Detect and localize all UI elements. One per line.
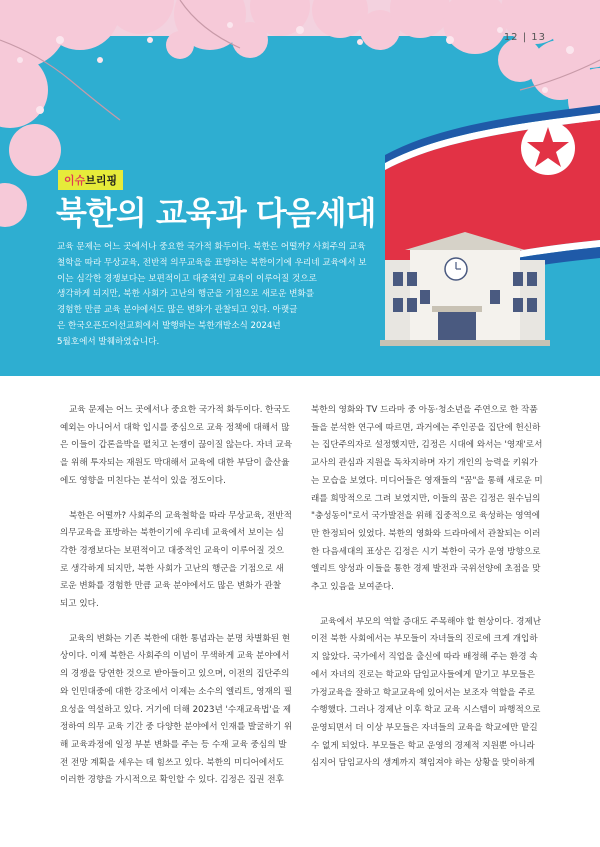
intro-line: 은 한국오픈도어선교회에서 발행하는 북한개발소식 2024년 bbox=[57, 320, 281, 331]
body-line: 교육의 변화는 기존 북한에 대한 통념과는 분명 차별화된 현 bbox=[69, 633, 291, 644]
body-line: 요성을 역설하고 있다. 거기에 더해 2023년 '수재교육법'을 제 bbox=[60, 704, 292, 715]
body-paragraph bbox=[311, 614, 541, 773]
intro-paragraph bbox=[57, 240, 395, 351]
body-line: 래를 희망적으로 그려 보였지만, 이들의 꿈은 김정은 원수님의 bbox=[311, 493, 541, 504]
body-line: 엘리트 양성과 이들을 통한 경제 발전과 국위선양에 초점을 맞 bbox=[311, 564, 541, 575]
body-line: 이전 북한 사회에서는 부모들이 자녀들의 진로에 크게 개입하 bbox=[311, 634, 538, 645]
body-line: 교사의 관심과 지원을 독차지하며 자기 개인의 능력을 키워가 bbox=[311, 458, 538, 469]
body-line: 을 위해 투자되는 재원도 막대해서 교육에 대한 부담이 출산율 bbox=[60, 458, 290, 469]
body-line: 북한은 어떨까? 사회주의 교육철학을 따라 무상교육, 전반적 bbox=[69, 510, 292, 521]
body-line: 의무교육을 표방하는 북한이기에 우리네 교육에서 보이는 심 bbox=[60, 528, 284, 539]
intro-line: 5월호에서 발췌하였습니다. bbox=[57, 336, 160, 347]
body-column-right bbox=[311, 402, 541, 790]
body-line: 에서 자녀의 진로는 학교와 담임교사들에게 맡기고 부모들은 bbox=[311, 669, 535, 680]
body-paragraph bbox=[311, 402, 541, 597]
body-line: 한 다음세대의 표상은 김정은 시기 북한이 국가 운영 방향으로 bbox=[311, 546, 541, 557]
body-line: 심지어 담임교사의 생계까지 책임져야 하는 상황을 맞이하게 bbox=[311, 758, 535, 769]
body-line: 정하여 의무 교육 기간 중 다양한 분야에서 인재를 발굴하기 위 bbox=[60, 722, 293, 733]
intro-line: 교육 문제는 어느 곳에서나 중요한 국가적 화두이다. 북한은 어떨까? 사회주의 교육 bbox=[57, 242, 366, 252]
body-line: 전 전망 계획을 세우는 데 힘쓰고 있다. 북한의 미디어에서도 bbox=[60, 757, 284, 768]
page-numbers: 12 | 13 bbox=[503, 32, 546, 43]
body-line: 해 교육과정에 일정 부분 변화를 주는 등 수재 교육 중심의 발 bbox=[60, 739, 287, 750]
intro-line: 철학을 따라 무상교육, 전반적 의무교육을 표방하는 북한이기에 우리네 교육에서 보 bbox=[57, 257, 367, 268]
body-line: 수 없게 되었다. 부모들은 학교 운영의 경제적 지원뿐 아니라 bbox=[311, 740, 535, 751]
body-line: 로 생각하게 되지만, 북한 사회가 고난의 행군을 기점으로 새 bbox=[60, 563, 284, 574]
body-paragraph bbox=[60, 402, 293, 491]
body-line: 되고 있다. bbox=[60, 599, 99, 610]
body-line: 에도 영향을 미친다는 분석이 있을 정도이다. bbox=[60, 475, 226, 486]
body-line: 와 인민대중에 대한 강조에서 이제는 소수의 엘리트, 영재의 필 bbox=[60, 686, 293, 697]
body-line: 교육에서 부모의 역할 증대도 주목해야 할 현상이다. 경제난 bbox=[320, 616, 542, 627]
intro-line: 생각하게 되지만, 북한 사회가 고난의 행군을 기점으로 새로운 변화를 bbox=[57, 289, 315, 300]
body-line: 추고 있음을 보여준다. bbox=[311, 582, 394, 593]
section-tag bbox=[58, 170, 123, 190]
body-paragraph bbox=[60, 631, 293, 790]
body-line: 수행했다. 그러나 경제난 이후 학교 교육 시스템이 파행적으로 bbox=[311, 705, 541, 716]
body-line: 은 이들이 갑론을박을 펼치고 논쟁이 끊이질 않는다. 자녀 교육 bbox=[60, 440, 293, 451]
article-title: 북한의 교육과 다음세대 bbox=[56, 194, 376, 232]
section-tag-prefix: 이슈 bbox=[64, 174, 86, 187]
body-column-left bbox=[60, 402, 293, 807]
body-line: 는 모습을 보였다. 미디어들은 영재들의 "꿈"을 통해 새로운 미 bbox=[311, 475, 543, 486]
body-line: 예외는 아니어서 대학 입시를 중심으로 교육 정책에 대해서 많 bbox=[60, 422, 290, 433]
body-line: 들을 분석한 연구에 따르면, 과거에는 주인공을 집단에 헌신하 bbox=[311, 422, 541, 433]
body-line: 각한 경쟁보다는 보편적이고 대중적인 교육이 이루어질 것으 bbox=[60, 545, 284, 556]
body-line: 상이다. 이제 북한은 사회주의 이념이 무색하게 교육 분야에서 bbox=[60, 651, 290, 662]
body-line: 지 않았다. 국가에서 직업을 출신에 따라 배정해 주는 환경 속 bbox=[311, 652, 538, 663]
intro-line: 이는 심각한 경쟁보다는 보편적이고 대중적인 교육이 이루어질 것으로 bbox=[57, 273, 317, 284]
hero-banner bbox=[0, 0, 600, 376]
body-line: 의 경쟁을 당연한 것으로 받아들이고 있으며, 이전의 집단주의 bbox=[60, 669, 290, 680]
body-line: 가정교육을 잘하고 학교교육에 있어서는 보조자 역할을 주로 bbox=[311, 687, 535, 698]
body-line: 로운 변화를 경험한 만큼 교육 분야에서도 많은 변화가 관찰 bbox=[60, 581, 282, 592]
body-line: 는 집단주의자로 설정했지만, 김정은 시대에 와서는 '영재'로서 bbox=[311, 440, 543, 451]
body-line: "충성동이"로서 국가발전을 위해 집중적으로 육성하는 영역에 bbox=[311, 511, 541, 522]
intro-line: 경험한 만큼 교육 분야에서도 많은 변화가 관찰되고 있다. 아랫글 bbox=[57, 305, 298, 316]
body-line: 이러한 경향을 가시적으로 확인할 수 있다. 김정은 집권 전후 bbox=[60, 775, 284, 786]
body-line: 만 한정되어 있었다. 북한의 영화와 드라마에서 관찰되는 이러 bbox=[311, 528, 541, 539]
body-line: 교육 문제는 어느 곳에서나 중요한 국가적 화두이다. 한국도 bbox=[69, 405, 291, 415]
section-tag-suffix: 브리핑 bbox=[85, 174, 118, 187]
body-line: 운영되면서 더 이상 부모들은 자녀들의 교육을 학교에만 맡길 bbox=[311, 722, 538, 733]
body-paragraph bbox=[60, 508, 290, 614]
body-line: 북한의 영화와 TV 드라마 중 아동·청소년을 주연으로 한 작품 bbox=[311, 405, 538, 415]
